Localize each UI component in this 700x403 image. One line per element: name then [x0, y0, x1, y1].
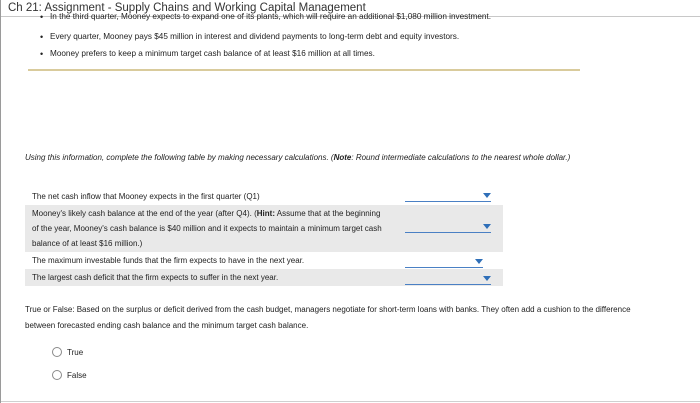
answer-dropdown-q1[interactable] — [405, 191, 491, 202]
list-item: • Mooney prefers to keep a minimum target cash balance of at least $16 million at all times. — [40, 48, 491, 65]
table-row — [25, 188, 503, 205]
window-border — [0, 0, 1, 403]
true-false-question: True or False: Based on the surplus or deficit derived from the cash budget, managers negotiate for short-term loans with banks. They often add a cushion to the difference between forecasted ending cash balance and the minimum target cash balance. — [25, 305, 631, 330]
radio-button[interactable] — [52, 347, 62, 357]
section-divider — [28, 69, 580, 71]
row-label: The largest cash deficit that the firm expects to suffer in the next year. — [32, 273, 279, 282]
answer-dropdown-max-investable[interactable] — [405, 257, 483, 268]
answer-dropdown-largest-deficit[interactable] — [405, 274, 491, 285]
radio-label: False — [67, 370, 87, 380]
chevron-down-icon — [475, 259, 483, 264]
note-label: Note — [333, 153, 352, 162]
bottom-border — [1, 401, 700, 402]
radio-label: True — [67, 347, 84, 357]
table-row — [25, 205, 503, 252]
instructions: Using this information, complete the following table by making necessary calculations. (Note: Round intermediate calculations to the nearest whole dollar.) — [25, 153, 571, 162]
row-label: The maximum investable funds that the firm expects to have in the next year. — [32, 256, 305, 265]
answer-dropdown-year-end-balance[interactable] — [405, 222, 491, 233]
chevron-down-icon — [483, 224, 491, 229]
hint-label: Hint: — [256, 209, 275, 218]
list-item: • In the third quarter, Mooney expects to expand one of its plants, which will require an additional $1,080 million investment. — [40, 11, 491, 31]
page-title: Ch 21: Assignment - Supply Chains and Working Capital Management — [8, 2, 366, 14]
radio-option-true[interactable] — [52, 347, 83, 357]
calculation-table — [25, 188, 503, 286]
row-label: The net cash inflow that Mooney expects in the first quarter (Q1) — [32, 192, 260, 201]
chevron-down-icon — [483, 276, 491, 281]
radio-button[interactable] — [52, 370, 62, 380]
table-row — [25, 252, 503, 269]
assumption-list — [40, 12, 492, 65]
table-row — [25, 269, 503, 286]
list-item: • Every quarter, Mooney pays $45 million in interest and dividend payments to long-term debt and equity investors. — [40, 31, 491, 48]
chevron-down-icon — [483, 193, 491, 198]
radio-option-false[interactable] — [52, 370, 87, 380]
row-label: Mooney's likely cash balance at the end of the year (after Q4). (Hint: Assume that at the beginning of the year, Mooney's cash balance is $40 million and it expects to maintain a minimum target cash balance of at least $16 million.) — [32, 209, 382, 248]
